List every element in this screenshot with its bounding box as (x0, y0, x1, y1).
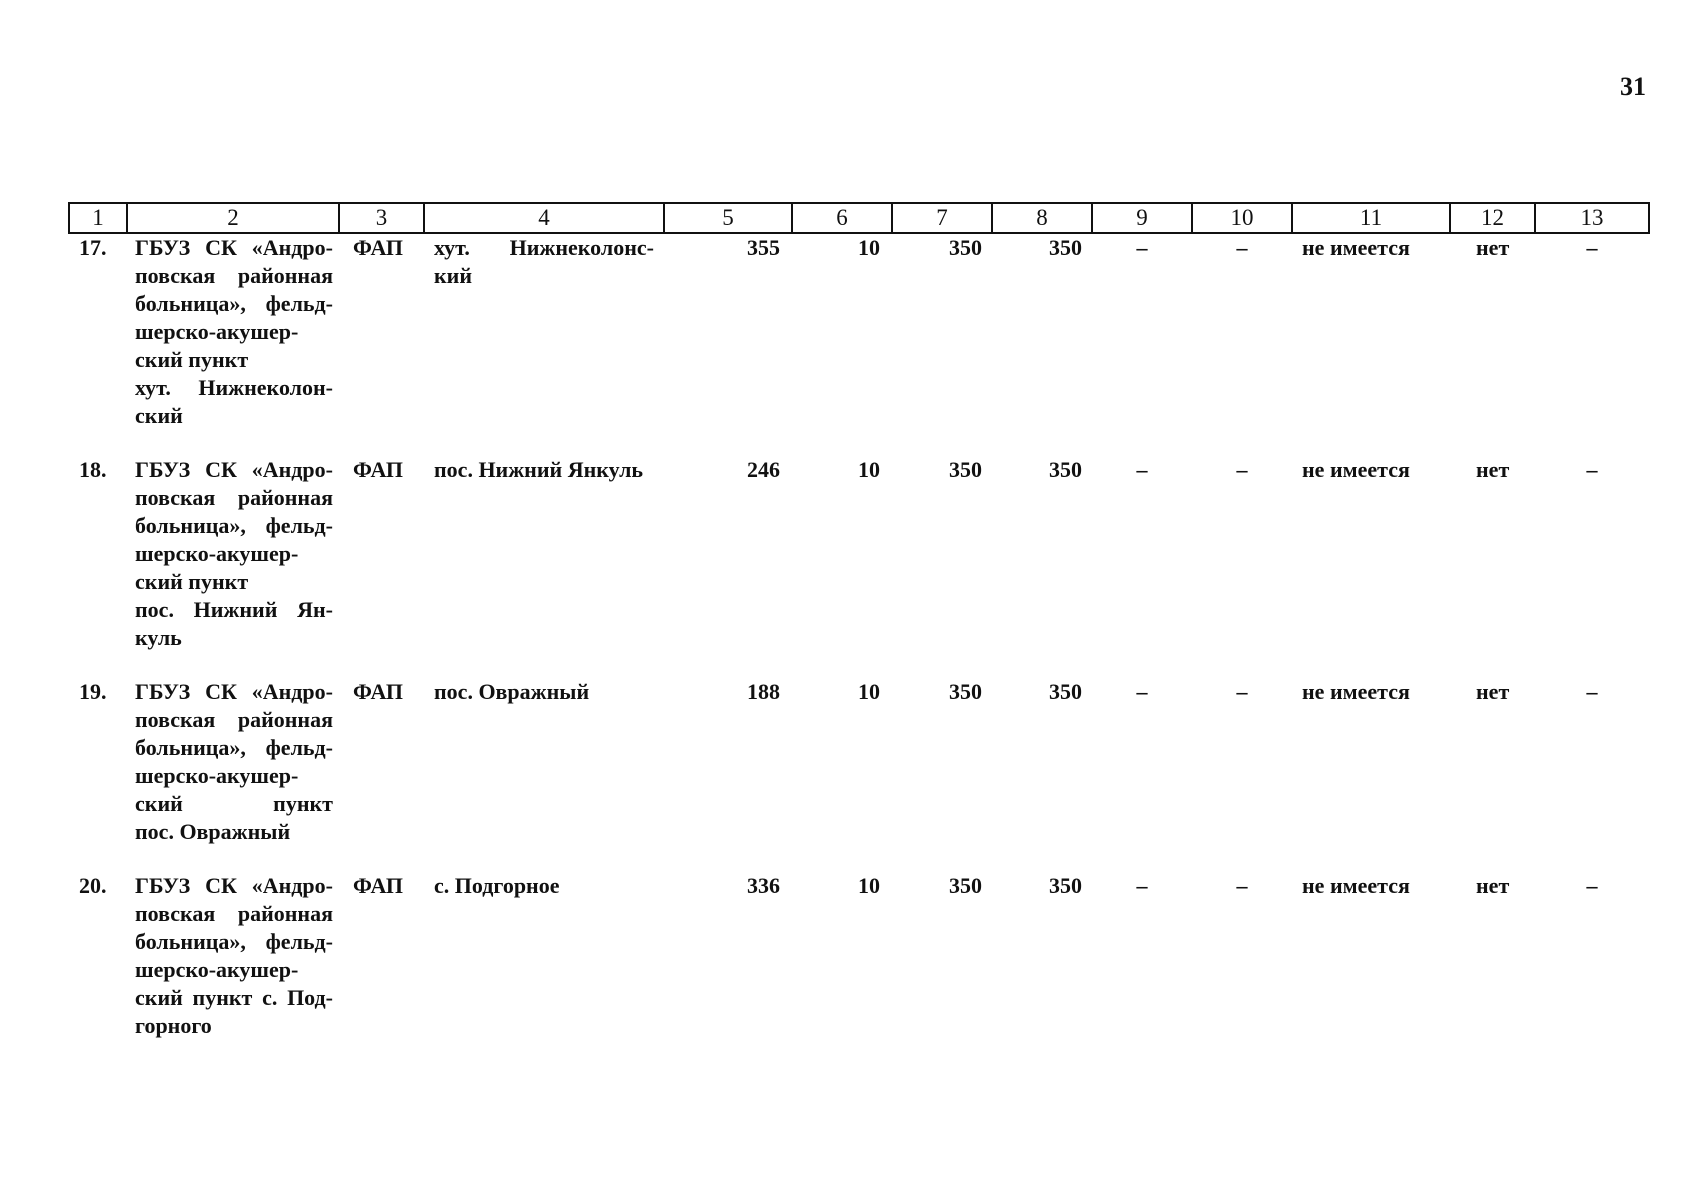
cell-col8: 350 (1049, 235, 1082, 260)
org-line: повская районная (135, 263, 333, 288)
cell-col13: – (1586, 679, 1598, 704)
column-number-row (69, 203, 1649, 233)
facility-location (424, 456, 664, 678)
org-line: ГБУЗ СК «Андро- (135, 679, 333, 704)
organization-name (127, 456, 339, 678)
org-line: ский пункт (135, 791, 333, 816)
cell-col10: – (1236, 679, 1248, 704)
table-row (69, 872, 1649, 1066)
cell-col12: нет (1476, 873, 1510, 898)
org-line: ГБУЗ СК «Андро- (135, 873, 333, 898)
org-line: повская районная (135, 485, 333, 510)
row-number: 20. (79, 873, 107, 898)
cell-col12: нет (1476, 235, 1510, 260)
location-line: с. Подгорное (434, 873, 560, 898)
organization-name (127, 872, 339, 1066)
cell-col8: 350 (1049, 457, 1082, 482)
org-line: пос. Нижний Ян- (135, 597, 333, 622)
column-header: 13 (1535, 203, 1649, 233)
org-line: куль (135, 625, 182, 650)
cell-col5: 336 (747, 873, 780, 898)
page-number: 31 (1620, 72, 1646, 101)
column-header: 4 (424, 203, 664, 233)
org-line: хут. Нижнеколон- (135, 375, 333, 400)
cell-col11: не имеется (1302, 679, 1410, 704)
cell-col7: 350 (949, 873, 982, 898)
cell-col13: – (1586, 457, 1598, 482)
facility-location (424, 233, 664, 456)
cell-col9: – (1136, 873, 1148, 898)
cell-col5: 188 (747, 679, 780, 704)
cell-col10: – (1236, 457, 1248, 482)
cell-col9: – (1136, 679, 1148, 704)
org-line: повская районная (135, 707, 333, 732)
facility-type: ФАП (353, 679, 403, 704)
org-line: шерско-акушер- (135, 541, 299, 566)
cell-col8: 350 (1049, 873, 1082, 898)
location-line: пос. Овражный (434, 679, 590, 704)
facilities-table (68, 202, 1650, 1066)
org-line: ский пункт (135, 347, 249, 372)
cell-col13: – (1586, 235, 1598, 260)
column-header: 6 (792, 203, 892, 233)
cell-col7: 350 (949, 457, 982, 482)
org-line: ский пункт (135, 569, 249, 594)
org-line: ГБУЗ СК «Андро- (135, 235, 333, 260)
org-line: шерско-акушер- (135, 319, 299, 344)
cell-col11: не имеется (1302, 235, 1410, 260)
org-line: пос. Овражный (135, 819, 291, 844)
cell-col7: 350 (949, 679, 982, 704)
cell-col6: 10 (858, 679, 880, 704)
org-line: ский пункт с. Под- (135, 985, 333, 1010)
org-line: больница», фельд- (135, 929, 333, 954)
facility-type: ФАП (353, 457, 403, 482)
cell-col12: нет (1476, 679, 1510, 704)
location-line: кий (434, 263, 473, 288)
column-header: 9 (1092, 203, 1192, 233)
cell-col6: 10 (858, 457, 880, 482)
org-line: больница», фельд- (135, 735, 333, 760)
org-line: повская районная (135, 901, 333, 926)
cell-col7: 350 (949, 235, 982, 260)
table-row (69, 678, 1649, 872)
facility-type: ФАП (353, 873, 403, 898)
org-line: больница», фельд- (135, 513, 333, 538)
cell-col5: 246 (747, 457, 780, 482)
row-number: 17. (79, 235, 107, 260)
column-header: 12 (1450, 203, 1535, 233)
row-number: 18. (79, 457, 107, 482)
cell-col5: 355 (747, 235, 780, 260)
org-line: горного (135, 1013, 212, 1038)
column-header: 11 (1292, 203, 1450, 233)
facility-type: ФАП (353, 235, 403, 260)
cell-col9: – (1136, 235, 1148, 260)
org-line: больница», фельд- (135, 291, 333, 316)
org-line: шерско-акушер- (135, 763, 299, 788)
column-header: 5 (664, 203, 792, 233)
column-header: 3 (339, 203, 424, 233)
location-line: хут. Нижнеколонс- (434, 235, 654, 260)
table-row (69, 456, 1649, 678)
org-line: шерско-акушер- (135, 957, 299, 982)
facility-location (424, 872, 664, 1066)
organization-name (127, 233, 339, 456)
column-header: 1 (69, 203, 127, 233)
org-line: ский (135, 403, 183, 428)
cell-col8: 350 (1049, 679, 1082, 704)
cell-col10: – (1236, 873, 1248, 898)
column-header: 8 (992, 203, 1092, 233)
table-row (69, 233, 1649, 456)
facility-location (424, 678, 664, 872)
cell-col10: – (1236, 235, 1248, 260)
location-line: пос. Нижний Янкуль (434, 457, 644, 482)
cell-col11: не имеется (1302, 457, 1410, 482)
cell-col13: – (1586, 873, 1598, 898)
org-line: ГБУЗ СК «Андро- (135, 457, 333, 482)
column-header: 2 (127, 203, 339, 233)
organization-name (127, 678, 339, 872)
row-number: 19. (79, 679, 107, 704)
cell-col6: 10 (858, 235, 880, 260)
cell-col12: нет (1476, 457, 1510, 482)
column-header: 10 (1192, 203, 1292, 233)
cell-col9: – (1136, 457, 1148, 482)
column-header: 7 (892, 203, 992, 233)
cell-col11: не имеется (1302, 873, 1410, 898)
cell-col6: 10 (858, 873, 880, 898)
